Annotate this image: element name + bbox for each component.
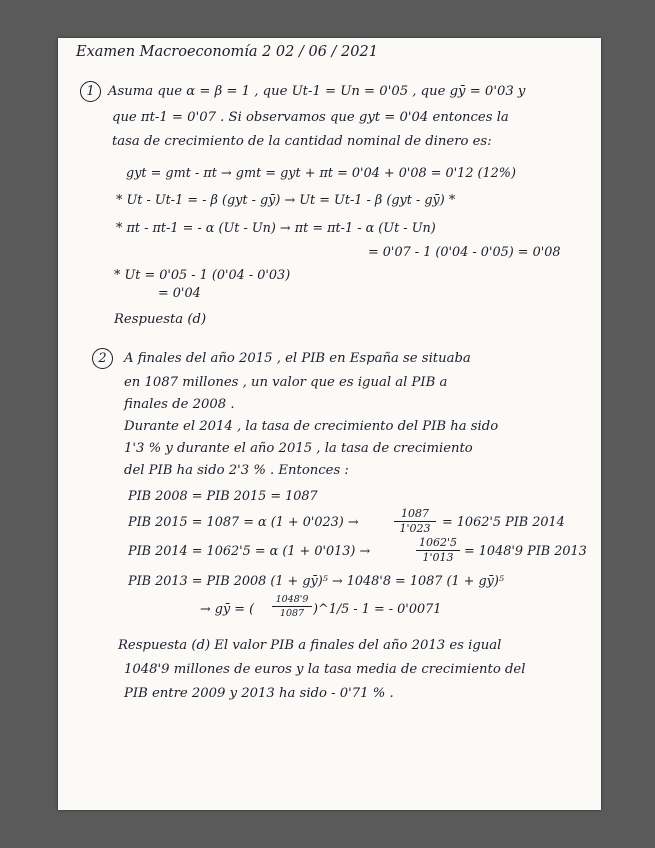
q2-equation-2: PIB 2015 = 1087 = α (1 + 0'023) →: [128, 515, 359, 530]
question-1-number: 1: [80, 81, 101, 102]
q2-result-2: = 1048'9 PIB 2013: [464, 544, 587, 559]
fraction-numerator: 1062'5: [418, 536, 458, 549]
q2-answer-line-1: Respuesta (d) El valor PIB a finales del año 2013 es igual: [118, 638, 502, 653]
q1-equation-4: = 0'07 - 1 (0'04 - 0'05) = 0'08: [368, 245, 561, 260]
fraction-numerator: 1048'9: [275, 594, 309, 605]
q2-line-6: del PIB ha sido 2'3 % . Entonces :: [124, 463, 349, 478]
q1-equation-2: * Ut - Ut-1 = - β (gyt - gȳ) → Ut = Ut-1 - β (gyt - gȳ) *: [116, 193, 456, 208]
q2-equation-5b: )^1/5 - 1 = - 0'0071: [313, 602, 442, 617]
q2-fraction-3: [272, 594, 312, 619]
q1-answer: Respuesta (d): [114, 312, 207, 327]
question-2-number: 2: [92, 348, 113, 369]
q2-equation-1: PIB 2008 = PIB 2015 = 1087: [128, 489, 318, 504]
exam-sheet: [58, 38, 601, 810]
q2-result-1: = 1062'5 PIB 2014: [442, 515, 565, 530]
q1-line-1: Asuma que α = β = 1 , que Ut-1 = Un = 0'05 , que gȳ = 0'03 y: [108, 84, 526, 99]
q2-line-3: finales de 2008 .: [124, 397, 235, 412]
q1-equation-6: = 0'04: [158, 286, 201, 301]
fraction-numerator: 1087: [401, 507, 429, 520]
q2-equation-3: PIB 2014 = 1062'5 = α (1 + 0'013) →: [128, 544, 371, 559]
q2-answer-line-3: PIB entre 2009 y 2013 ha sido - 0'71 % .: [124, 686, 394, 701]
q2-line-1: A finales del año 2015 , el PIB en España se situaba: [124, 351, 471, 366]
fraction-denominator: 1'023: [399, 522, 431, 535]
fraction-denominator: 1'013: [422, 551, 454, 564]
q1-equation-3: * πt - πt-1 = - α (Ut - Un) → πt = πt-1 - α (Ut - Un): [116, 221, 436, 236]
q1-line-3: tasa de crecimiento de la cantidad nominal de dinero es:: [112, 134, 492, 149]
q2-equation-4: PIB 2013 = PIB 2008 (1 + gȳ)⁵ → 1048'8 = 1087 (1 + gȳ)⁵: [128, 574, 504, 589]
page-title: Examen Macroeconomía 2 02 / 06 / 2021: [76, 44, 378, 60]
q1-equation-5: * Ut = 0'05 - 1 (0'04 - 0'03): [114, 268, 291, 283]
q2-line-2: en 1087 millones , un valor que es igual al PIB a: [124, 375, 448, 390]
q2-fraction-1: [394, 508, 436, 535]
q1-equation-1: gyt = gmt - πt → gmt = gyt + πt = 0'04 + 0'08 = 0'12 (12%): [126, 166, 516, 181]
fraction-bar: [272, 606, 312, 607]
q2-line-5: 1'3 % y durante el año 2015 , la tasa de crecimiento: [124, 441, 473, 456]
q2-line-4: Durante el 2014 , la tasa de crecimiento del PIB ha sido: [124, 419, 499, 434]
q1-line-2: que πt-1 = 0'07 . Si observamos que gyt = 0'04 entonces la: [112, 110, 509, 125]
q2-equation-5a: → gȳ = (: [200, 602, 255, 617]
fraction-denominator: 1087: [279, 608, 305, 619]
q2-answer-line-2: 1048'9 millones de euros y la tasa media de crecimiento del: [124, 662, 526, 677]
q2-fraction-2: [416, 537, 460, 564]
